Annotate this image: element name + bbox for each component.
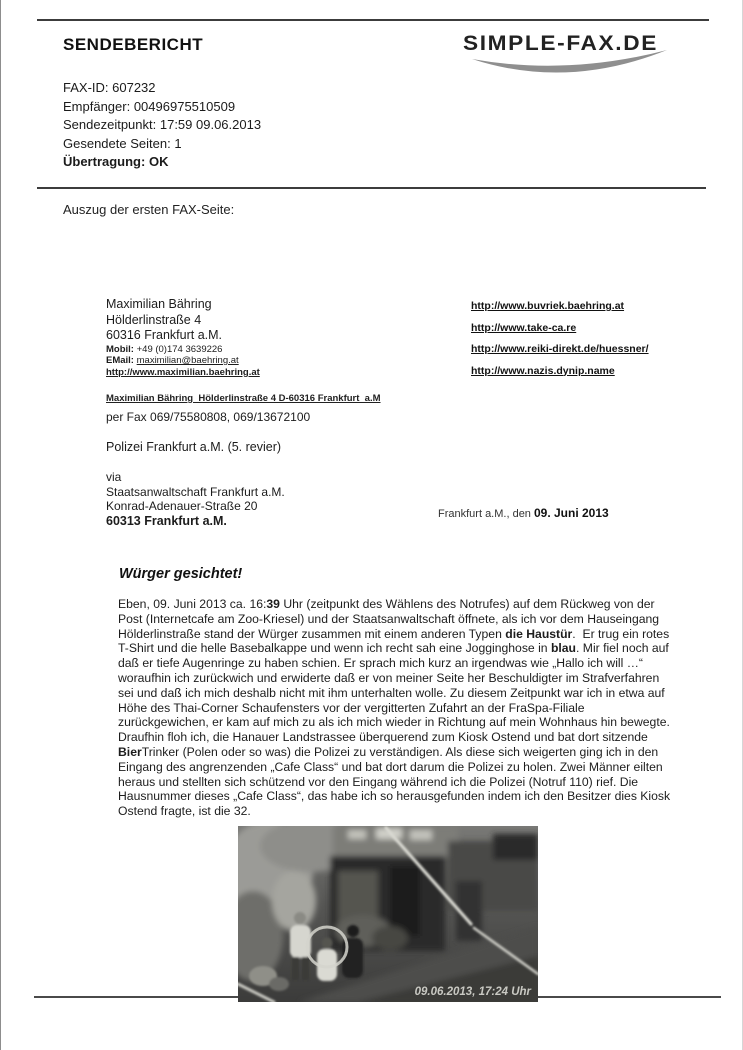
status-ok: OK (148, 154, 169, 170)
dateline-date: 09. Juni 2013 (533, 506, 609, 520)
fax-field-pages: Gesendete Seiten: 1 (63, 135, 182, 151)
link-list (471, 300, 649, 386)
via-label: via (106, 470, 122, 484)
link-buvriek[interactable]: http://www.buvriek.baehring.at (471, 300, 625, 312)
surveillance-photo-graphic (238, 826, 538, 1002)
fax-field-transmission-status: Übertragung: OK (63, 154, 169, 170)
photo-timestamp: 09.06.2013, 17:24 Uhr (414, 986, 531, 998)
excerpt-label: Auszug der ersten FAX-Seite: (63, 202, 235, 217)
sender-mobile: Mobil: +49 (0)174 3639226 (106, 343, 223, 355)
page-title: SENDEBERICHT (63, 35, 204, 54)
via-address-block (106, 470, 285, 528)
sender-email-link[interactable]: maximilian@baehring.at (136, 355, 239, 367)
recipient-line: Polizei Frankfurt a.M. (5. revier) (106, 440, 282, 454)
per-fax-line: per Fax 069/75580808, 069/13672100 (106, 410, 311, 424)
link-nazis-dynip[interactable]: http://www.nazis.dynip.name (471, 364, 615, 377)
logo-text: SIMPLE-FAX.DE (463, 32, 658, 55)
evidence-photo (238, 826, 538, 1002)
link-take-ca-re[interactable]: http://www.take-ca.re (471, 321, 577, 334)
return-address-line: Maximilian Bähring Hölderlinstraße 4 D-60316 Frankfurt a.M (106, 393, 381, 404)
simple-fax-logo (459, 30, 699, 90)
section-divider (37, 187, 706, 189)
fax-meta-fields (63, 79, 261, 172)
body-paragraph: Eben, 09. Juni 2013 ca. 16:39 Uhr (zeitpunkt des Wählens des Notrufes) auf dem Rückweg von der Post (Internetcafe am Zoo-Kriesel) und der Staatsanwaltschaft öffnete, als ich vor dem Hauseingang Hölderlinstraße stand der Würger zusammen mit einem anderen Typen die Haustür. Er trug ein rotes T-Shirt und die helle Basebalkappe und wenn ich recht sah eine Jogginghose in blau. Mir fiel noch auf daß er tiefe Augenringe zu haben schien. Er sprach mich kurz an irgendwas wie „Hallo ich will …“ woraufhin ich zurückwich und erwiderte daß er von meiner Seite her Beschuldigter im Strafverfahren sei und daß ich mich deshalb nicht mit ihm unterhalten wolle. Zu diesem Zeitpunkt war ich in etwa auf Höhe des Thai-Corner Schaufensters vor der vergitterten Zufahrt an der FraSpa-Filiale zurückgewichen, er kam auf mich zu als ich mich wieder in Richtung auf mein Wohnhaus hin bewegte. Draufhin floh ich, die Hanauer Landstrassee überquerend zum Kiosk Ostend und bat dort sitzende BierTrinker (Polen oder so was) die Polizei zu verständigen. Als diese sich weigerten ging ich in den Eingang des angrenzenden „Cafe Class“ und bat dort darum die Polizei zu holen. Zwei Männer eilten heraus und stellten sich schützend vor den Eingang während ich die Polizei (Notruf 110) rief. Die Hausnummer dieses „Cafe Class“, das habe ich so herausgefunden indem ich den Besitzer dies Kiosk Ostend fragte, ist die 32. (118, 597, 674, 819)
via-line-2: Konrad-Adenauer-Straße 20 (106, 499, 258, 514)
sender-street: Hölderlinstraße 4 (106, 312, 202, 327)
sender-name: Maximilian Bähring (106, 297, 212, 311)
dateline: Frankfurt a.M., den 09. Juni 2013 (438, 506, 609, 520)
fax-field-recipient: Empfänger: 00496975510509 (63, 98, 236, 114)
sender-website (106, 367, 260, 379)
link-reiki-direkt[interactable]: http://www.reiki-direkt.de/huessner/ (471, 343, 649, 355)
via-line-3: 60313 Frankfurt a.M. (106, 513, 227, 528)
top-divider (37, 19, 709, 21)
sender-email: EMail: maximilian@baehring.at (106, 355, 239, 367)
sender-address-block (106, 297, 260, 378)
fax-field-id: FAX-ID: 607232 (63, 80, 156, 95)
sender-website-link[interactable]: http://www.maximilian.baehring.at (106, 366, 260, 378)
via-line-1: Staatsanwaltschaft Frankfurt a.M. (106, 484, 285, 499)
subject-heading: Würger gesichtet! (119, 566, 243, 582)
sender-city: 60316 Frankfurt a.M. (106, 328, 223, 342)
fax-field-sendtime: Sendezeitpunkt: 17:59 09.06.2013 (63, 117, 262, 133)
